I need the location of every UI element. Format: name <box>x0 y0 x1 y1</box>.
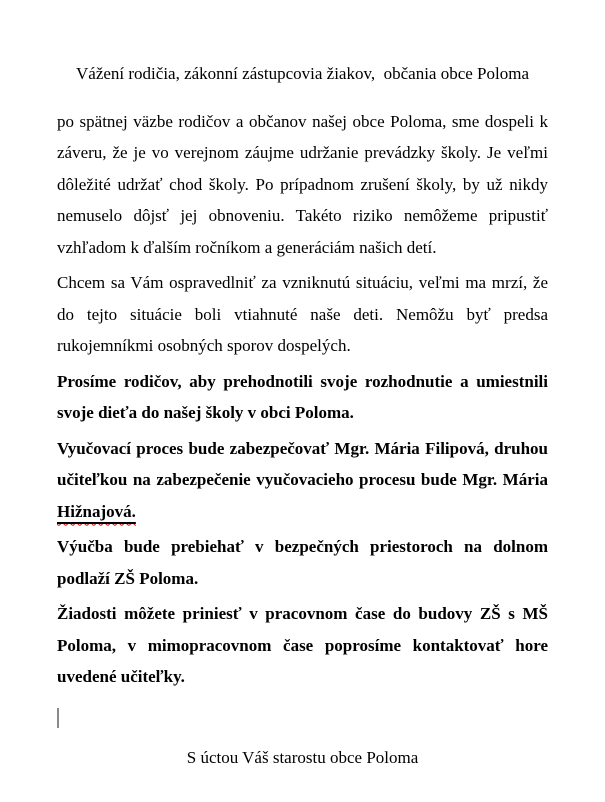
paragraph-feedback: po spätnej väzbe rodičov a občanov našej obce Poloma, sme dospeli k záveru, že je vo verejnom záujme udržanie prevádzky školy. Je veľmi dôležité udržať chod školy. Po prípadnom zrušení školy, by už nikdy nemuselo dôjsť jej obnoveniu. Takéto riziko nemôžeme pripustiť vzhľadom k ďalším ročníkom a generáciám našich detí. <box>57 111 548 257</box>
spellcheck-underline <box>57 502 136 521</box>
letter-body <box>57 106 548 693</box>
paragraph-applications: Žiadosti môžete priniesť v pracovnom čase do budovy ZŠ s MŠ Poloma, v mimopracovnom čase poprosíme kontaktovať hore uvedené učiteľky. <box>57 604 548 686</box>
paragraph-location: Výučba bude prebiehať v bezpečných priestoroch na dolnom podlaží ZŠ Poloma. <box>57 537 548 588</box>
paragraph-request: Prosíme rodičov, aby prehodnotili svoje rozhodnutie a umiestnili svoje dieťa do našej školy v obci Poloma. <box>57 371 548 422</box>
text-cursor <box>57 708 59 728</box>
paragraph-teachers-lead: Vyučovací proces bude zabezpečovať Mgr. Mária Filipová, druhou učiteľkou na zabezpečenie vyučovacieho procesu bude Mgr. Mária <box>57 438 548 489</box>
closing-signature: S úctou Váš starostu obce Poloma <box>186 747 419 767</box>
misspelled-word: Hižnajová. <box>57 501 136 521</box>
paragraph-teachers <box>57 433 548 528</box>
paragraph-apology: Chcem sa Vám ospravedlniť za vzniknutú situáciu, veľmi ma mrzí, že do tejto situácie boli vtiahnuté naše deti. Nemôžu byť predsa rukojemníkmi osobných sporov dospelých. <box>57 273 548 355</box>
document-title: Vážení rodičia, zákonní zástupcovia žiakov, občania obce Poloma <box>76 64 529 83</box>
